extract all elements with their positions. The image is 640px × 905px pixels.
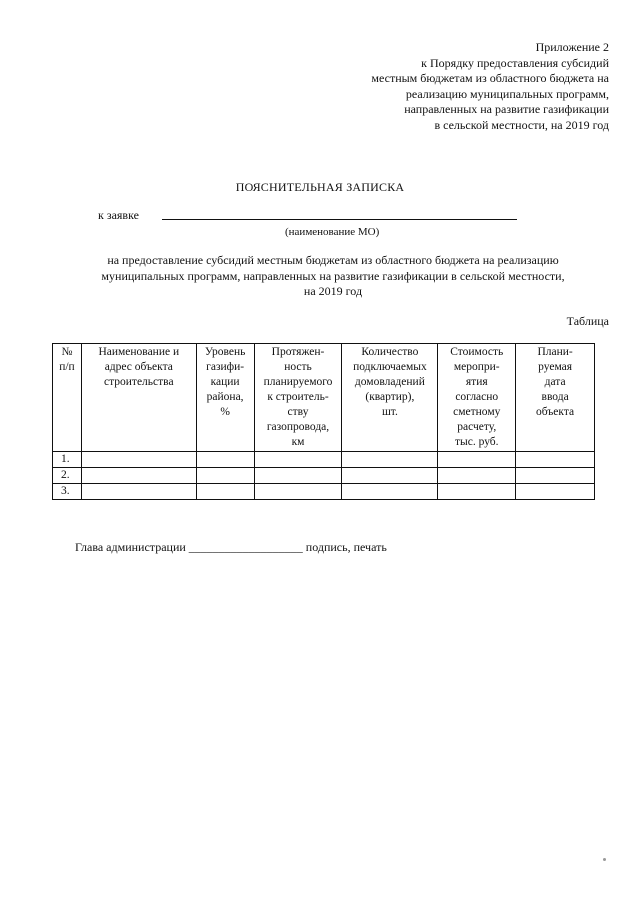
column-header-3 bbox=[196, 344, 254, 452]
column-header-line: планируемого bbox=[263, 376, 333, 388]
table-cell bbox=[438, 484, 516, 500]
column-header-line: Наименование и bbox=[98, 346, 180, 358]
table-header-row bbox=[53, 344, 595, 452]
table-cell bbox=[342, 452, 438, 468]
table-cell bbox=[342, 468, 438, 484]
request-blank-line bbox=[162, 219, 517, 220]
table-cell bbox=[438, 468, 516, 484]
column-header-line: км bbox=[291, 436, 305, 448]
column-header-line: № bbox=[61, 346, 73, 358]
table-cell bbox=[254, 452, 342, 468]
purpose-line: на предоставление субсидий местным бюджетам из областного бюджета на реализацию bbox=[107, 253, 559, 267]
row-number-cell: 3. bbox=[53, 484, 82, 500]
objects-table bbox=[52, 343, 595, 500]
purpose-line: на 2019 год bbox=[303, 284, 363, 298]
column-header-line: газифи- bbox=[206, 361, 245, 373]
column-header-line: к строитель- bbox=[267, 391, 329, 403]
table-cell bbox=[254, 468, 342, 484]
column-header-line: меропри- bbox=[453, 361, 500, 373]
column-header-line: шт. bbox=[381, 406, 398, 418]
column-header-line: ятия bbox=[465, 376, 488, 388]
purpose-text bbox=[60, 253, 606, 300]
column-header-2 bbox=[81, 344, 196, 452]
column-header-line: Стоимость bbox=[450, 346, 504, 358]
table-cell bbox=[196, 484, 254, 500]
table-cell bbox=[196, 452, 254, 468]
table-row bbox=[53, 468, 595, 484]
column-header-line: Уровень bbox=[204, 346, 246, 358]
column-header-line: дата bbox=[544, 376, 566, 388]
table-cell bbox=[81, 452, 196, 468]
table-cell bbox=[81, 484, 196, 500]
column-header-line: домовладений bbox=[354, 376, 425, 388]
appendix-line: в сельской местности, на 2019 год bbox=[434, 117, 609, 132]
column-header-line: адрес объекта bbox=[104, 361, 173, 373]
row-number-cell: 1. bbox=[53, 452, 82, 468]
request-label: к заявке bbox=[98, 208, 139, 222]
column-header-line: ность bbox=[284, 361, 312, 373]
table-label: Таблица bbox=[566, 314, 609, 328]
column-header-line: сметному bbox=[453, 406, 501, 418]
column-header-7 bbox=[516, 344, 595, 452]
document-title: ПОЯСНИТЕЛЬНАЯ ЗАПИСКА bbox=[235, 180, 405, 194]
column-header-6 bbox=[438, 344, 516, 452]
table-cell bbox=[516, 484, 595, 500]
column-header-line: % bbox=[220, 406, 230, 418]
appendix-block bbox=[309, 40, 609, 133]
appendix-line: реализацию муниципальных программ, bbox=[405, 86, 609, 101]
appendix-line: направленных на развитие газификации bbox=[404, 102, 609, 116]
column-header-line: руемая bbox=[538, 361, 573, 373]
table-cell bbox=[254, 484, 342, 500]
column-header-line: (квартир), bbox=[365, 391, 415, 403]
column-header-line: ввода bbox=[541, 391, 569, 403]
column-header-1 bbox=[53, 344, 82, 452]
appendix-line: к Порядку предоставления субсидий bbox=[421, 55, 609, 70]
table-cell bbox=[342, 484, 438, 500]
purpose-line: муниципальных программ, направленных на развитие газификации в сельской местности, bbox=[101, 268, 565, 283]
column-header-line: кации bbox=[210, 376, 240, 388]
table-row bbox=[53, 484, 595, 500]
column-header-4 bbox=[254, 344, 342, 452]
request-line bbox=[98, 208, 528, 224]
table-body bbox=[53, 452, 595, 500]
column-header-line: тыс. руб. bbox=[454, 436, 499, 448]
column-header-line: района, bbox=[206, 391, 244, 403]
table-cell bbox=[516, 452, 595, 468]
table-cell bbox=[438, 452, 516, 468]
column-header-line: Протяжен- bbox=[271, 346, 325, 358]
column-header-line: подключаемых bbox=[353, 361, 427, 373]
column-header-line: газопровода, bbox=[266, 421, 330, 433]
table-row bbox=[53, 452, 595, 468]
column-header-line: строительства bbox=[104, 376, 174, 388]
column-header-line: расчету, bbox=[457, 421, 497, 433]
municipality-caption: (наименование МО) bbox=[285, 226, 380, 238]
column-header-line: Количество bbox=[361, 346, 419, 358]
appendix-line: Приложение 2 bbox=[535, 40, 609, 54]
signature-line: Глава администрации ___________________ подпись, печать bbox=[75, 540, 387, 554]
column-header-line: согласно bbox=[455, 391, 499, 403]
column-header-5 bbox=[342, 344, 438, 452]
column-header-line: п/п bbox=[59, 361, 75, 373]
page-mark bbox=[603, 858, 606, 861]
row-number-cell: 2. bbox=[53, 468, 82, 484]
table-cell bbox=[516, 468, 595, 484]
column-header-line: Плани- bbox=[537, 346, 573, 358]
appendix-line: местным бюджетам из областного бюджета на bbox=[371, 71, 609, 85]
table-cell bbox=[81, 468, 196, 484]
column-header-line: объекта bbox=[536, 406, 575, 418]
column-header-line: ству bbox=[287, 406, 309, 418]
table-cell bbox=[196, 468, 254, 484]
